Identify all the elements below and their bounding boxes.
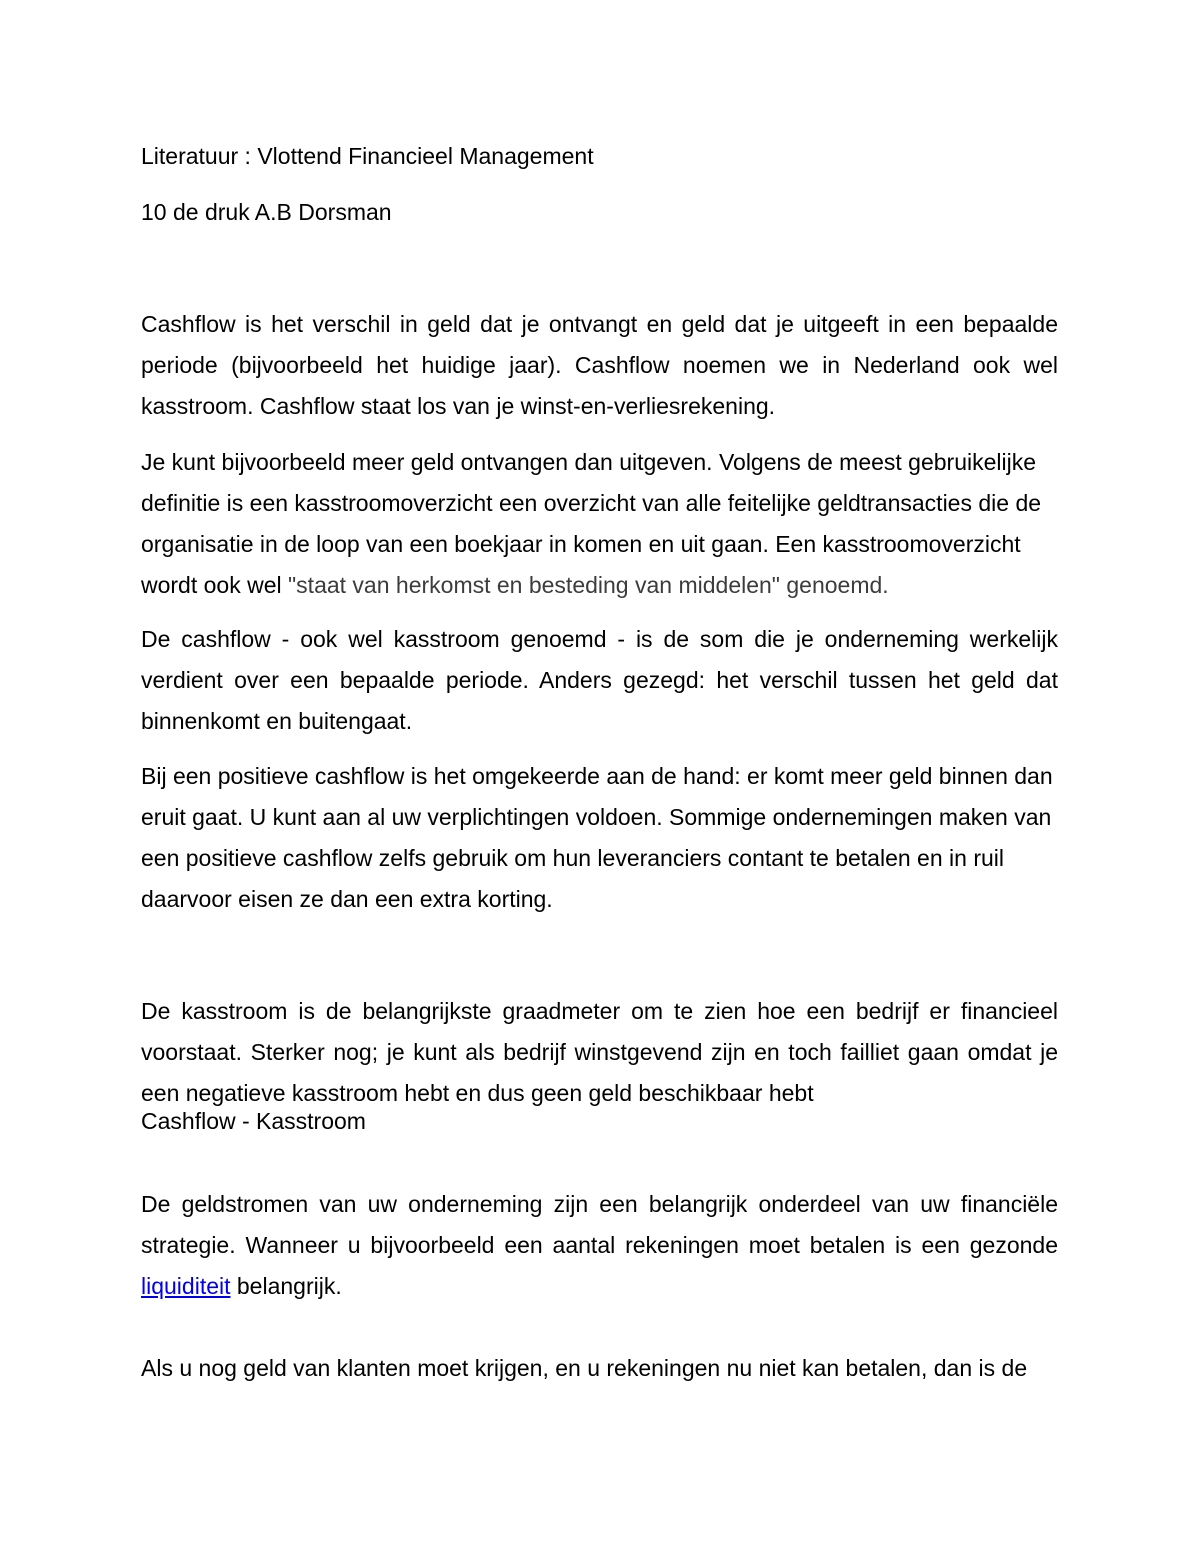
paragraph-geldstromen <box>141 1184 1058 1307</box>
paragraph-kasstroomoverzicht-text: Je kunt bijvoorbeeld meer geld ontvangen dan uitgeven. Volgens de meest gebruikelijke definitie is een kasstroomoverzicht een overzicht van alle feitelijke geldtransacties die de organisatie in de loop van een boekjaar in komen en uit gaan. Een kasstroomoverzicht wordt ook wel <box>141 449 1042 598</box>
liquiditeit-link[interactable]: liquiditeit <box>141 1273 231 1299</box>
paragraph-klanten: Als u nog geld van klanten moet krijgen, en u rekeningen nu niet kan betalen, dan is de <box>141 1355 1028 1381</box>
paragraph-positieve-cashflow: Bij een positieve cashflow is het omgekeerde aan de hand: er komt meer geld binnen dan eruit gaat. U kunt aan al uw verplichtingen voldoen. Sommige ondernemingen maken van een positieve cashflow zelfs gebruik om hun leveranciers contant te betalen en in ruil daarvoor eisen ze dan een extra korting. <box>141 763 1053 912</box>
section-heading: Cashflow - Kasstroom <box>141 1108 366 1134</box>
quote-text: "staat van herkomst en besteding van middelen" genoemd. <box>288 572 889 598</box>
edition-line: 10 de druk A.B Dorsman <box>141 199 392 225</box>
paragraph-geldstromen-text: De geldstromen van uw onderneming zijn een belangrijk onderdeel van uw financiële strategie. Wanneer u bijvoorbeeld een aantal rekeningen moet betalen is een gezonde <box>141 1191 1058 1258</box>
literature-title: Literatuur : Vlottend Financieel Management <box>141 143 594 169</box>
paragraph-graadmeter: De kasstroom is de belangrijkste graadmeter om te zien hoe een bedrijf er financieel voorstaat. Sterker nog; je kunt als bedrijf winstgevend zijn en toch failliet gaan omdat je een negatieve kasstroom hebt en dus geen geld beschikbaar hebt <box>141 998 1058 1106</box>
paragraph-geldstromen-end: belangrijk. <box>230 1273 342 1299</box>
paragraph-cashflow-definition: Cashflow is het verschil in geld dat je ontvangt en geld dat je uitgeeft in een bepaalde periode (bijvoorbeeld het huidige jaar). Cashflow noemen we in Nederland ook wel kasstroom. Cashflow staat los van je winst-en-verliesrekening. <box>141 311 1058 419</box>
paragraph-kasstroomoverzicht <box>141 442 1058 606</box>
paragraph-cashflow-som: De cashflow - ook wel kasstroom genoemd - is de som die je onderneming werkelijk verdient over een bepaalde periode. Anders gezegd: het verschil tussen het geld dat binnenkomt en buitengaat. <box>141 626 1058 734</box>
